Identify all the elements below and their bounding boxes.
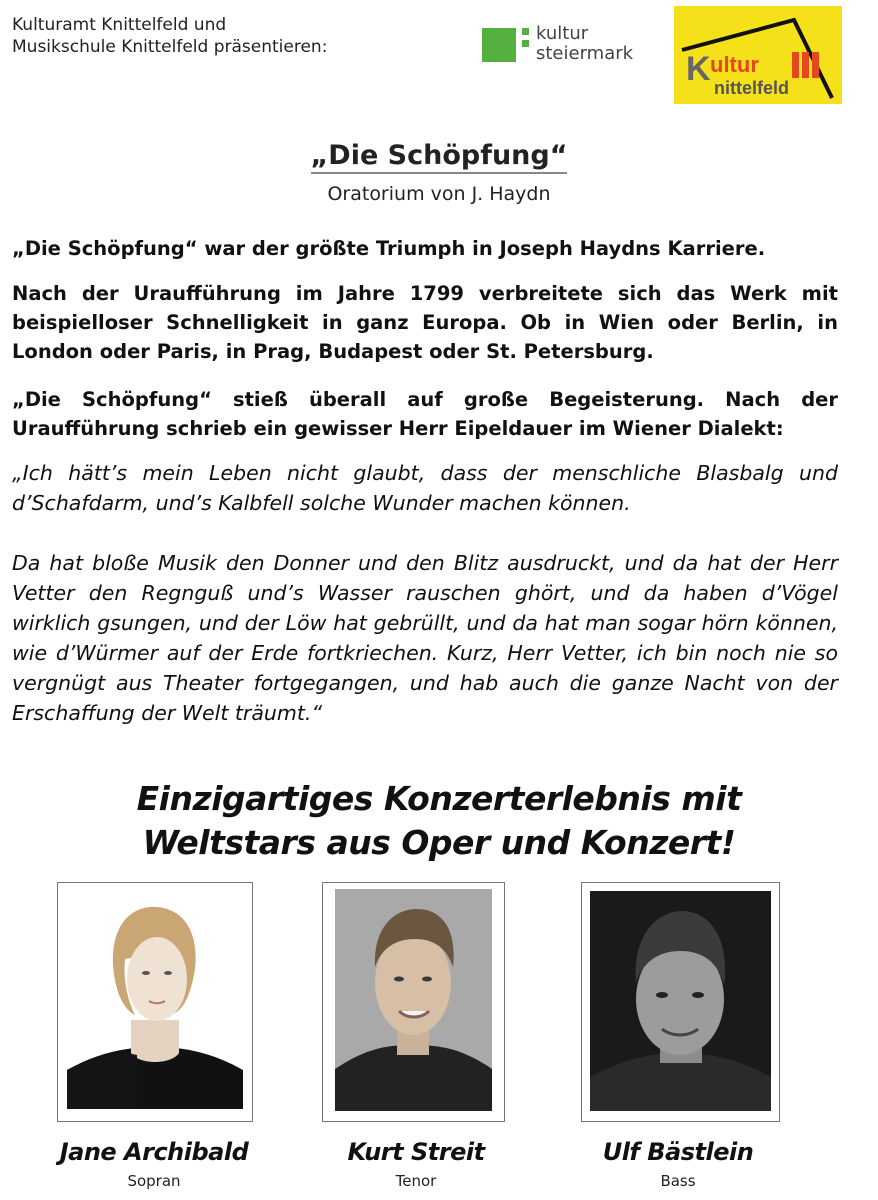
portrait-image <box>67 895 243 1109</box>
kultur-knittelfeld-logo <box>674 6 842 104</box>
green-dot-icon <box>522 28 529 35</box>
svg-text:ultur: ultur <box>710 52 759 77</box>
artist-photo-soprano <box>57 882 253 1122</box>
paragraph-1: „Die Schöpfung“ war der größte Triumph in Joseph Haydns Karriere. <box>12 237 766 260</box>
artist-photo-tenor <box>322 882 505 1122</box>
svg-text:nittelfeld: nittelfeld <box>714 78 789 98</box>
headline-line-2: Weltstars aus Oper und Konzert! <box>142 823 736 862</box>
artist-role-3: Bass <box>660 1172 696 1190</box>
paragraph-3: „Die Schöpfung“ stieß überall auf große Begeisterung. Nach der Uraufführung schrieb ein gewisser Herr Eipeldauer im Wiener Dialekt: <box>12 388 838 440</box>
portrait-image <box>590 891 771 1111</box>
portrait-image <box>335 889 492 1111</box>
green-dot-icon <box>522 40 529 47</box>
artist-role-2: Tenor <box>395 1172 437 1190</box>
artist-name-3: Ulf Bästlein <box>602 1138 754 1166</box>
logo-line-1: kultur <box>536 23 589 44</box>
artist-role-1: Sopran <box>127 1172 181 1190</box>
presenter-line-2: Musikschule Knittelfeld präsentieren: <box>12 37 328 57</box>
green-square-icon <box>482 28 516 62</box>
artist-name-2: Kurt Streit <box>347 1138 485 1166</box>
page-title <box>0 140 878 171</box>
svg-text:K: K <box>686 50 711 88</box>
artist-name-1: Jane Archibald <box>59 1138 249 1166</box>
artist-photo-bass <box>581 882 780 1122</box>
kultur-knittelfeld-logo-graphic <box>674 6 842 104</box>
logo-line-2: steiermark <box>536 43 634 64</box>
presenter-text <box>12 14 327 58</box>
quote-paragraph-1: „Ich hätt’s mein Leben nicht glaubt, dass der menschliche Blasbalg und d’Schafdarm, und’s Kalbfell solche Wunder machen können. <box>12 461 838 515</box>
headline-line-1: Einzigartiges Konzerterlebnis mit <box>136 779 742 818</box>
presenter-line-1: Kulturamt Knittelfeld und <box>12 15 227 35</box>
page-subtitle: Oratorium von J. Haydn <box>327 183 551 205</box>
title-text: „Die Schöpfung“ <box>311 140 568 174</box>
quote-paragraph-2: Da hat bloße Musik den Donner und den Blitz ausdruckt, und da hat der Herr Vetter den Regnguß und’s Wasser rauschen ghört, und da haben d’Vögel wirklich gsungen, und der Löw hat gebrüllt, und da hat man sogar hörn können, wie d’Würmer auf der Erde fortkriechen. Kurz, Herr Vetter, ich bin noch nie so vergnügt aus Theater fortgegangen, und hab auch die ganze Nacht von der Erschaffung der Welt träumt.“ <box>12 551 838 725</box>
kultur-steiermark-logo <box>482 22 642 66</box>
paragraph-2: Nach der Uraufführung im Jahre 1799 verbreitete sich das Werk mit beispielloser Schnelligkeit in ganz Europa. Ob in Wien oder Berlin, in London oder Paris, in Prag, Budapest oder St. Petersburg. <box>12 282 838 363</box>
concert-headline <box>0 777 878 865</box>
kultur-steiermark-wordmark <box>536 24 633 64</box>
